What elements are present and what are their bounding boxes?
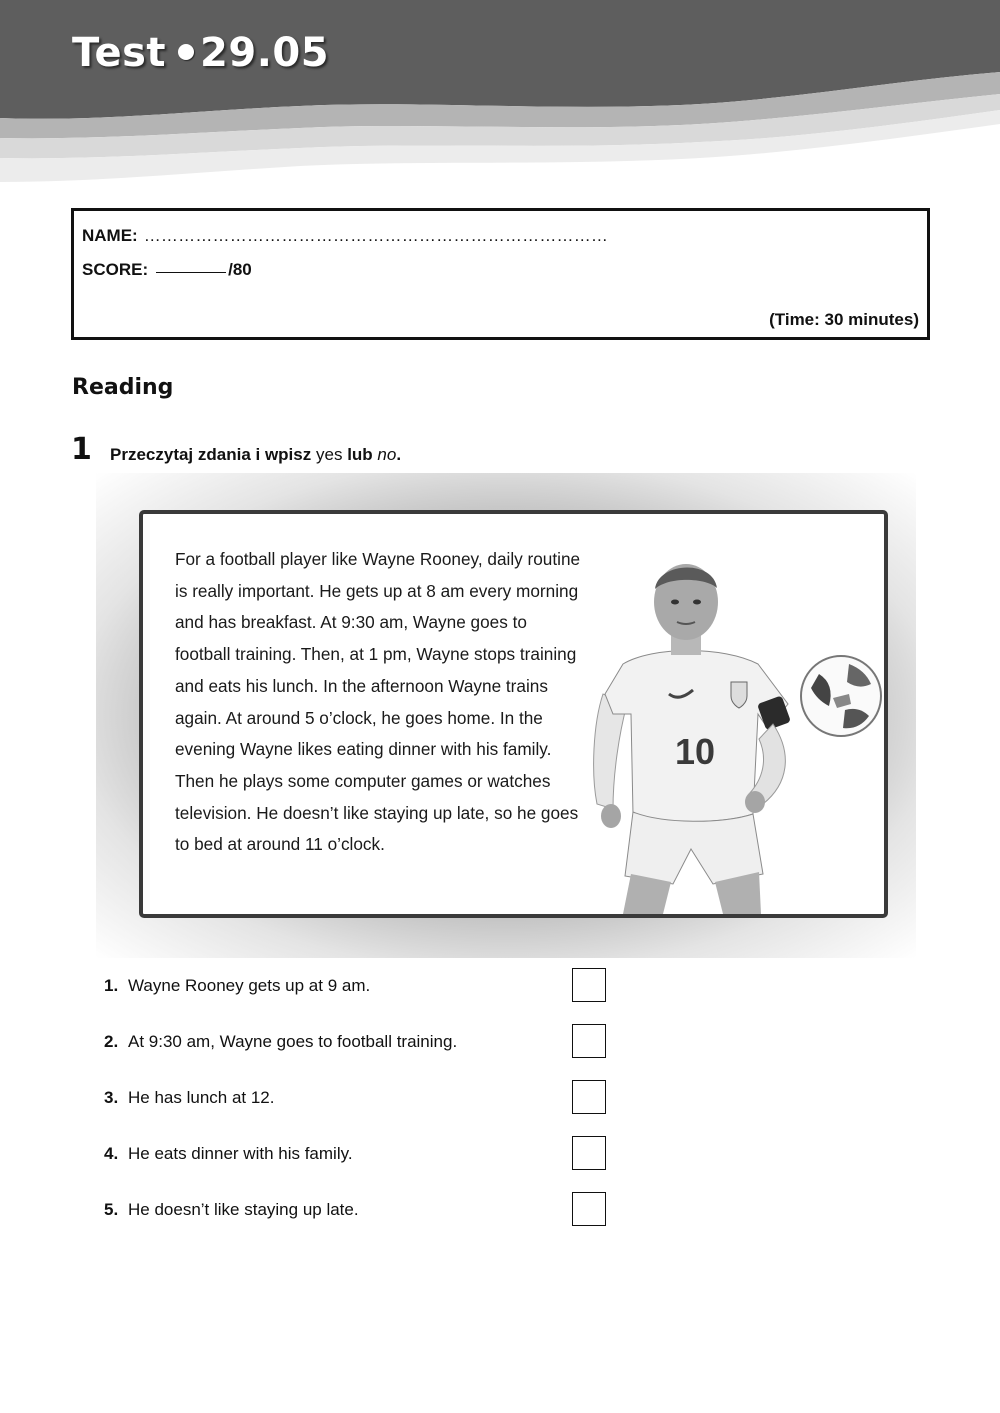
question-row [104,1192,624,1232]
instruction-yes: yes [315,445,343,464]
answer-box[interactable] [572,1024,606,1058]
score-total: /80 [228,260,252,279]
question-text: Wayne Rooney gets up at 9 am. [128,976,371,995]
question-number: 5. [104,1200,119,1219]
student-info-box [71,208,930,340]
answer-box[interactable] [572,1192,606,1226]
question-text: He doesn’t like staying up late. [128,1200,359,1219]
question-row [104,1080,624,1120]
test-title-word: Test [72,30,167,76]
answer-box[interactable] [572,968,606,1002]
test-title [72,30,329,76]
question-row [104,968,624,1008]
bullet-icon [178,44,194,60]
reading-passage-box [139,510,888,918]
question-number: 3. [104,1088,119,1107]
question-number: 4. [104,1144,119,1163]
question-text: He has lunch at 12. [128,1088,275,1107]
exercise-number: 1 [71,432,92,467]
instruction-no: no [377,445,397,464]
question-number: 1. [104,976,119,995]
header-banner [0,0,1000,200]
instruction-period: . [396,445,402,464]
score-label: SCORE: [82,260,149,279]
test-title-date: 29.05 [200,30,330,76]
question-row [104,1136,624,1176]
football-icon [799,654,883,738]
name-dotted-line[interactable]: ……………………………………………………………………… [143,226,609,245]
question-number: 2. [104,1032,119,1051]
question-row [104,1024,624,1064]
section-title: Reading [72,375,174,400]
time-limit: (Time: 30 minutes) [769,310,919,329]
question-text: He eats dinner with his family. [128,1144,353,1163]
shirt-number: 10 [675,731,716,772]
exercise-instruction [110,445,401,465]
instruction-or: lub [347,445,373,464]
score-blank[interactable] [156,272,226,273]
instruction-text: Przeczytaj zdania i wpisz [110,445,312,464]
answer-box[interactable] [572,1080,606,1114]
name-label: NAME: [82,226,138,245]
question-text: At 9:30 am, Wayne goes to football training. [128,1032,458,1051]
answer-box[interactable] [572,1136,606,1170]
name-line[interactable] [82,226,608,246]
reading-passage-text: For a football player like Wayne Rooney, daily routine is really important. He gets up at 8 am every morning and has breakfast. At 9:30 am, Wayne goes to football training. Then, at 1 pm, Wayne stops training and eats his lunch. In the afternoon Wayne trains again. At around 5 o’clock, he goes home. In the evening Wayne likes eating dinner with his family. Then he plays some computer games or watches television. He doesn’t like staying up late, so he goes to bed at around 11 o’clock. [175,549,581,855]
score-line [82,260,252,280]
